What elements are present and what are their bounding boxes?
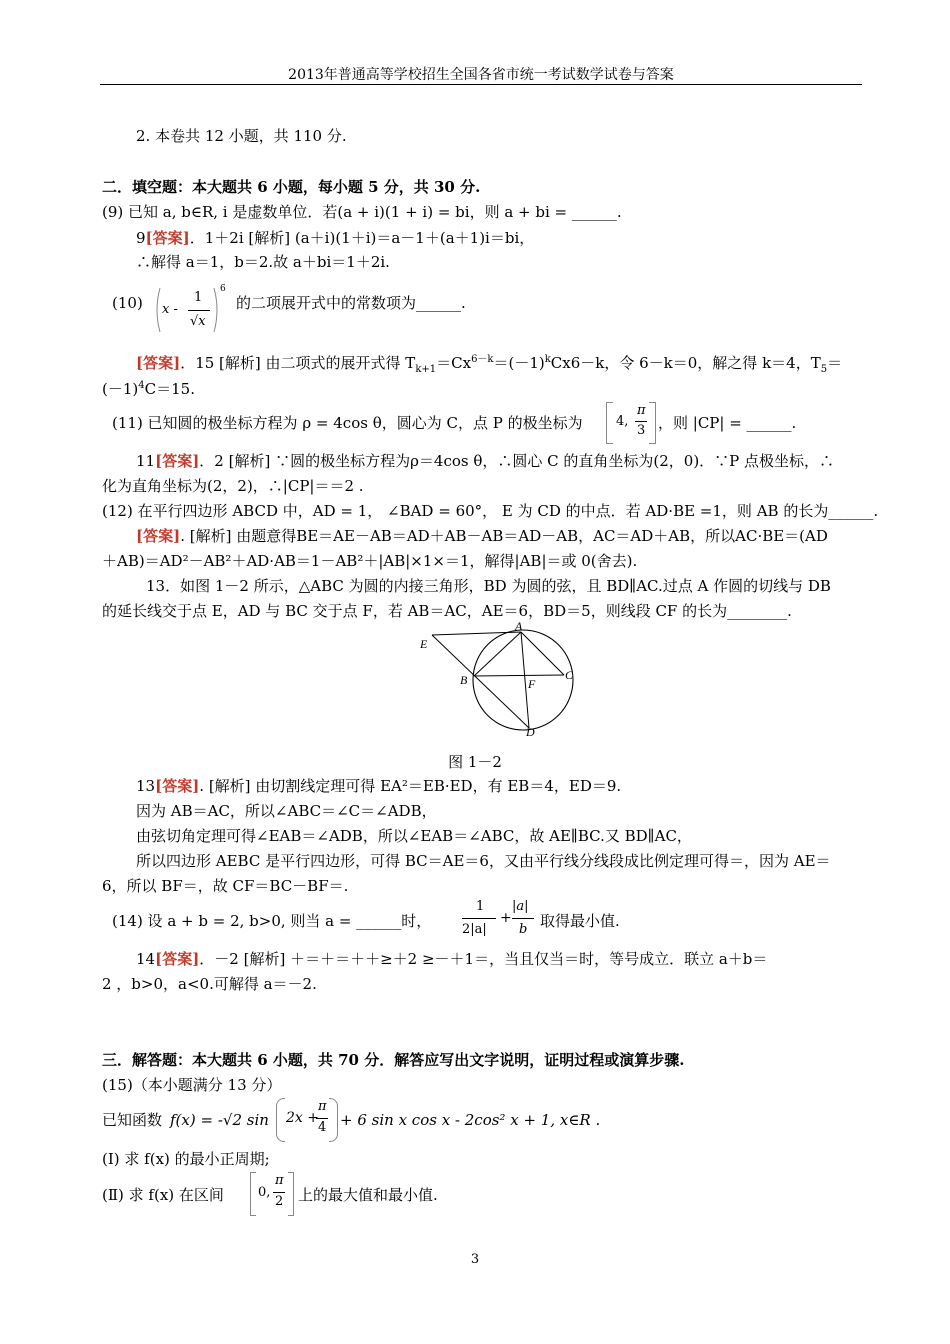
q9-answer-tag: [答案]: [145, 229, 190, 247]
q14-answer-num: 14: [136, 950, 156, 968]
q10-answer-sub: k+1: [415, 364, 437, 375]
q10-frac-bar: [188, 310, 210, 311]
chord-ac: [521, 632, 564, 675]
q13-answer-l4: 所以四边形 AEBC 是平行四边形，可得 BC＝AE＝6，又由平行线分线段成比例定理可得＝，因为 AE＝: [136, 852, 831, 870]
line-ed: [432, 635, 529, 728]
q11-stem: (11) 已知圆的极坐标方程为 ρ = 4cos θ，圆心为 C，点 P 的极坐标为: [112, 414, 583, 432]
q10-answer-text4: Cx6－k，令 6－k＝0，解之得 k＝4，T: [550, 354, 821, 372]
q13-figure: [410, 618, 590, 740]
q12-stem: (12) 在平行四边形 ABCD 中，AD = 1， ∠BAD = 60°， E 为 CD 的中点．若 AD·BE =1，则 AB 的长为______.: [102, 502, 879, 520]
q11-answer: [136, 451, 834, 471]
q11-answer-tag: [答案]: [155, 452, 200, 470]
q15-frac-bar: [316, 1118, 328, 1119]
q13-stem-line2: 的延长线交于点 E，AD 与 BC 交于点 F，若 AB＝AC，AE＝6，BD＝5，则线段 CF 的长为________.: [102, 602, 792, 620]
q15-fn-lead: 已知函数: [102, 1111, 163, 1129]
q15-rparen: [329, 1098, 338, 1142]
q10-answer-text5: ＝: [827, 354, 843, 372]
q14-frac1-num: 1: [476, 899, 485, 914]
q13-answer: [136, 776, 621, 796]
q14-stem-tail: 取得最小值.: [540, 912, 620, 930]
q14-answer-text: ．－2 [解析] ＋＝＋＝＋＋≥＋2 ≥－＋1＝，当且仅当＝时，等号成立．联立 a＋b＝: [199, 950, 768, 968]
q12-answer: [136, 526, 828, 546]
q14-frac1-bar: [462, 918, 496, 919]
q14-answer-tag: [答案]: [155, 950, 200, 968]
q9-answer-line2: ∴解得 a＝1，b＝2.故 a＋bi＝1＋2i.: [136, 253, 390, 271]
q10-answer-sup: 6－k: [471, 354, 494, 365]
q11-lparen: [606, 402, 613, 444]
q15-interval-bar: [273, 1192, 285, 1193]
q11-coord: [606, 402, 656, 444]
q13-answer-l2: 因为 AB＝AC，所以∠ABC＝∠C＝∠ADB，: [136, 802, 437, 820]
q14-answer: [136, 949, 767, 969]
q15-fn-tail: + 6 sin x cos x - 2cos² x + 1, x∈R .: [340, 1111, 601, 1129]
q14-frac2-bar: [512, 918, 534, 919]
q11-answer-num: 11: [136, 452, 156, 470]
q15-fn-body: f(x) = -√2 sin: [170, 1111, 269, 1129]
q13-answer-l5: 6，所以 BF＝，故 CF＝BC－BF＝.: [102, 877, 349, 895]
label-d: D: [526, 725, 535, 739]
q11-answer-text: ．2 [解析] ∵圆的极坐标方程为ρ＝4cos θ，∴圆心 C 的直角坐标为(2，0)．∵P 点极坐标，∴: [199, 452, 835, 470]
chord-bc: [474, 675, 564, 676]
q10-answer-line2-sup: 4: [138, 380, 145, 391]
intro-note-2: 2. 本卷共 12 小题，共 110 分.: [136, 127, 347, 145]
q15-lparen: [276, 1098, 285, 1142]
q10-answer-sub2: 5: [820, 364, 828, 375]
chord-ab: [474, 632, 521, 676]
q14-frac1-den: 2|a|: [462, 922, 487, 937]
tangent-ea: [432, 632, 521, 635]
q9-answer: [136, 228, 534, 248]
q9-answer-text: ．1＋2i [解析] (a＋i)(1＋i)＝a－1＋(a＋1)i＝bi，: [189, 229, 535, 247]
q11-frac-bar: [635, 421, 647, 422]
q15-interval-pi: π: [275, 1173, 284, 1188]
q10-answer-text3: ＝(－1): [493, 354, 545, 372]
q14-stem: (14) 设 a + b = 2, b>0, 则当 a = ______时，: [112, 912, 432, 930]
q15-interval-2: 2: [275, 1194, 284, 1209]
q13-answer-num: 13: [136, 777, 156, 795]
q13-stem-line1: 13．如图 1－2 所示，△ABC 为圆的内接三角形，BD 为圆的弦，且 BD∥AC.过点 A 作圆的切线与 DB: [146, 577, 831, 595]
q15-fn-pi: π: [318, 1099, 327, 1114]
q11-stem-tail: ，则 |CP| = ______.: [658, 414, 797, 432]
q13-answer-text: . [解析] 由切割线定理可得 EA²＝EB·ED，有 EB＝4，ED＝9.: [199, 777, 622, 795]
q10-answer-line2: [102, 376, 195, 399]
q12-answer-tag: [答案]: [136, 527, 181, 545]
q10-answer-tag: [答案]: [136, 354, 181, 372]
section-3-title: 三．解答题：本大题共 6 小题，共 70 分．解答应写出文字说明，证明过程或演算步骤.: [102, 1051, 685, 1069]
label-b: B: [460, 673, 468, 687]
q15-interval-a: 0,: [258, 1185, 271, 1200]
q10-expression: [152, 284, 228, 336]
q10-expr-root: √x: [190, 314, 206, 329]
q15-interval: [250, 1172, 294, 1216]
q10-expr-x: x -: [162, 302, 178, 317]
circle: [473, 630, 573, 730]
q14-answer-line2: 2 ，b>0，a<0.可解得 a＝－2.: [102, 975, 317, 993]
q15-fn-4: 4: [318, 1120, 327, 1135]
q10-num: (10): [112, 294, 143, 312]
q15-fn-paren: [276, 1098, 338, 1142]
q10-answer-sup2: k: [544, 354, 551, 365]
q10-stem-tail: 的二项展开式中的常数项为______.: [236, 294, 466, 312]
q15-part2-lead: (Ⅱ) 求 f(x) 在区间: [102, 1186, 224, 1204]
q13-answer-l3: 由弦切角定理可得∠EAB＝∠ADB，所以∠EAB＝∠ABC，故 AE∥BC.又 BD∥AC，: [136, 827, 692, 845]
q10-expr-one: 1: [194, 290, 203, 305]
q11-coord-3: 3: [637, 423, 646, 438]
q14-plus: +: [500, 910, 512, 926]
label-a: A: [515, 619, 523, 633]
q13-figure-svg: [410, 618, 590, 740]
q10-answer-line2-a: (－1): [102, 380, 139, 398]
q14-frac2-num: |a|: [512, 899, 529, 914]
q10-expr-exp: 6: [220, 284, 226, 294]
q11-coord-pi: π: [637, 403, 646, 418]
q11-answer-line2: 化为直角坐标为(2，2)，∴|CP|＝＝2 .: [102, 477, 364, 495]
header-rule: [100, 84, 862, 85]
section-2-title: 二．填空题：本大题共 6 小题，每小题 5 分，共 30 分.: [102, 178, 481, 196]
q11-rparen: [649, 402, 656, 444]
q10-answer-text: ．15 [解析] 由二项式的展开式得 T: [180, 354, 416, 372]
q15-part2-tail: 上的最大值和最小值.: [298, 1186, 438, 1204]
q15-head: (15)（本小题满分 13 分）: [102, 1076, 282, 1094]
q12-answer-text: . [解析] 由题意得BE＝AE－AB＝AD＋AB－AB＝AD－AB，AC＝AD＋AB，所以AC·BE＝(AD: [180, 527, 828, 545]
q10-answer-line2-tail: C＝15.: [144, 380, 195, 398]
q12-answer-line2: ＋AB)＝AD²－AB²＋AD·AB＝1－AB²＋|AB|×1×＝1，解得|AB|＝或 0(舍去).: [102, 552, 638, 570]
q9-answer-num: 9: [136, 229, 146, 247]
q9-stem: (9) 已知 a, b∈R, i 是虚数单位．若(a + i)(1 + i) = bi，则 a + bi = ______.: [102, 203, 622, 221]
q13-answer-tag: [答案]: [155, 777, 200, 795]
page-number: 3: [470, 1252, 480, 1267]
q10-answer: [136, 350, 842, 380]
q15-lbracket: [250, 1172, 256, 1216]
q13-figure-caption: 图 1－2: [448, 753, 502, 771]
q15-rbracket: [288, 1172, 294, 1216]
q11-coord-a: 4,: [616, 414, 629, 429]
q10-answer-text2: ＝Cx: [436, 354, 472, 372]
label-e: E: [420, 637, 428, 651]
q14-frac2-den: b: [519, 922, 528, 937]
label-f: F: [528, 677, 536, 691]
q15-part1: (Ⅰ) 求 f(x) 的最小正周期;: [102, 1150, 270, 1168]
label-c: C: [565, 668, 574, 682]
q14-expression: [460, 898, 540, 944]
q15-fn-inner: 2x +: [286, 1110, 319, 1126]
page-header: 2013年普通高等学校招生全国各省市统一考试数学试卷与答案: [288, 67, 674, 83]
